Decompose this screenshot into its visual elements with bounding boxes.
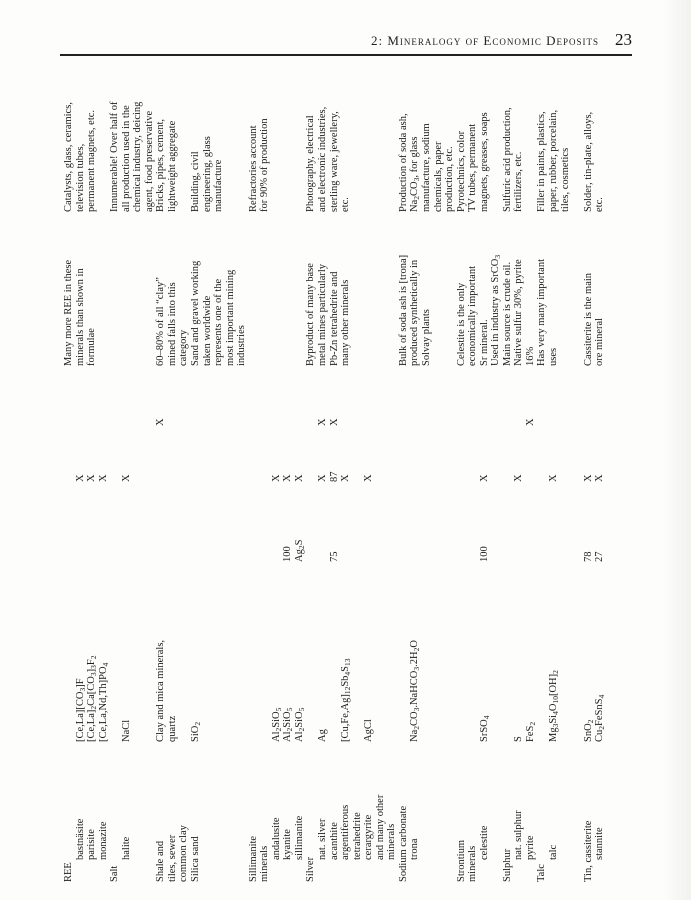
- uses-cell: Building, civil: [190, 151, 202, 212]
- flag-cell-1: X: [582, 474, 594, 482]
- table-row: [178, 62, 190, 884]
- table-row: [456, 62, 468, 884]
- table-row: [352, 62, 364, 884]
- mineral-name-cell: tetrahedrite: [351, 812, 363, 860]
- uses-cell: Solder, tin-plate, alloys,: [582, 111, 594, 212]
- table-row: [317, 62, 329, 884]
- remarks-cell: Sr mineral.: [478, 319, 490, 366]
- uses-cell: etc.: [340, 197, 352, 212]
- mineral-name-cell: nat. sulphur: [513, 810, 525, 860]
- table-row: [202, 62, 214, 884]
- table-row: [398, 62, 410, 884]
- formula-cell: $Al_2SiO_5$: [293, 707, 306, 742]
- mineral-name-cell: sillimanite: [293, 815, 305, 860]
- mineral-name-cell: minerals: [259, 845, 271, 882]
- table-row: [433, 62, 445, 884]
- uses-cell: television tubes,: [74, 143, 86, 212]
- remarks-cell: mined falls into this: [166, 282, 178, 366]
- flag-cell-1: X: [340, 474, 352, 482]
- table-row: [409, 62, 421, 884]
- remarks-cell: Main source is crude oil.: [501, 261, 513, 366]
- remarks-cell: Sand and gravel working: [190, 260, 202, 366]
- remarks-cell: represents one of the: [213, 278, 225, 366]
- flag-cell-1: X: [86, 474, 98, 482]
- table-row: [329, 62, 341, 884]
- flag-cell-1: X: [594, 474, 606, 482]
- mineral-name-cell: Silver: [305, 856, 317, 882]
- mineral-name-cell: celestite: [478, 825, 490, 860]
- uses-cell: Production of soda ash,: [397, 113, 409, 212]
- flag-cell-1: X: [120, 474, 132, 482]
- mineral-name-cell: Sulphur: [501, 848, 513, 882]
- table-row: [421, 62, 433, 884]
- formula-cell: S: [513, 736, 525, 742]
- uses-cell: sterling ware, jewellery,: [328, 111, 340, 212]
- mineral-name-cell: minerals: [386, 823, 398, 860]
- mineral-name-cell: cerargyrite: [363, 814, 375, 860]
- table-row: [583, 62, 595, 884]
- remarks-cell: most important mining: [224, 269, 236, 366]
- header-rule: [60, 54, 632, 56]
- table-row: [490, 62, 502, 884]
- table-row: [548, 62, 560, 884]
- mineral-name-cell: minerals: [467, 845, 479, 882]
- remarks-cell: Pb-Zn tetrahedrite and: [328, 271, 340, 366]
- mineral-name-cell: kyanite: [282, 829, 294, 860]
- flag-cell-2: X: [328, 418, 340, 426]
- uses-cell: Sulfuric acid production,: [501, 107, 513, 212]
- remarks-cell: ore mineral: [594, 317, 606, 366]
- remarks-cell: 16%: [524, 346, 536, 366]
- table-row: [271, 62, 283, 884]
- value-cell: 78: [582, 551, 594, 562]
- mineral-name-cell: trona: [409, 838, 421, 860]
- uses-cell: for 90% of production: [259, 118, 271, 212]
- value-cell: 100: [478, 546, 490, 562]
- formula-cell: $Al_2SiO_5$: [282, 707, 295, 742]
- remarks-cell: category: [178, 329, 190, 366]
- table-row: [513, 62, 525, 884]
- remarks-cell: produced synthetically in: [409, 259, 421, 366]
- flag-cell-1: X: [363, 474, 375, 482]
- table-row: [190, 62, 202, 884]
- remarks-cell: uses: [547, 347, 559, 366]
- mineral-name-cell: Tin, cassiterite: [582, 820, 594, 882]
- formula-cell: NaCl: [120, 719, 132, 742]
- uses-cell: Refractories account: [247, 125, 259, 212]
- flag-cell-2: X: [155, 418, 167, 426]
- table-row: [560, 62, 572, 884]
- mineral-name-cell: Sodium carbonate: [397, 805, 409, 882]
- formula-cell: Ag: [317, 729, 329, 742]
- formula-cell: AgCl: [363, 719, 375, 742]
- formula-cell: Clay and mica minerals,: [155, 639, 167, 742]
- uses-cell: Bricks, pipes, cement,: [155, 118, 167, 212]
- formula-cell: SiO$_2$: [190, 721, 203, 742]
- flag-cell-1: X: [97, 474, 109, 482]
- uses-cell: lightweight aggregate: [166, 120, 178, 212]
- formula-cell: quartz: [166, 715, 178, 742]
- rotated-mineral-table: [57, 62, 635, 884]
- mineral-name-cell: andalusite: [270, 817, 282, 860]
- mineral-name-cell: monazite: [97, 821, 109, 860]
- uses-cell: all production used in the: [120, 105, 132, 212]
- table-row: [386, 62, 398, 884]
- uses-cell: Innumerable! Over half of: [109, 101, 121, 212]
- value-cell: 100: [282, 546, 294, 562]
- value-cell: 27: [594, 551, 606, 562]
- remarks-cell: Has very many important: [536, 258, 548, 366]
- table-row: [155, 62, 167, 884]
- uses-cell: agent, food preservative: [143, 110, 155, 212]
- remarks-cell: Solvay plants: [420, 309, 432, 366]
- mineral-name-cell: talc: [547, 844, 559, 860]
- uses-cell: engineering, glass: [201, 136, 213, 212]
- remarks-cell: Used in industry as SrCO$_3$: [490, 254, 503, 366]
- table-row: [294, 62, 306, 884]
- remarks-cell: metal mines particularly: [317, 263, 329, 366]
- uses-cell: fertilizers, etc.: [513, 151, 525, 212]
- table-row: [467, 62, 479, 884]
- table-row: [363, 62, 375, 884]
- table-row: [502, 62, 514, 884]
- mineral-name-cell: common clay: [178, 825, 190, 882]
- formula-cell: $[Cu,Fe,Ag]_{12}Sb_4S_{13}$: [340, 658, 353, 742]
- uses-cell: manufacture: [213, 159, 225, 212]
- remarks-cell: Celestite is the only: [455, 282, 467, 366]
- flag-cell-1: X: [547, 474, 559, 482]
- formula-cell: SnO$_2$: [582, 719, 595, 742]
- table-row: [144, 62, 156, 884]
- table-row: [375, 62, 387, 884]
- mineral-name-cell: Silica sand: [190, 836, 202, 882]
- remarks-cell: Bulk of soda ash is [trona]: [397, 254, 409, 366]
- uses-cell: production, etc.: [444, 146, 456, 212]
- uses-cell: chemicals, paper: [432, 141, 444, 212]
- remarks-cell: Native sulfur 30%, pyrite: [513, 259, 525, 366]
- formula-cell: $Cu_2FeSnS_4$: [594, 694, 607, 742]
- table-row: [259, 62, 271, 884]
- uses-cell: manufacture, sodium: [420, 123, 432, 212]
- value-cell: $Ag_2S$: [293, 539, 306, 562]
- table-row: [536, 62, 548, 884]
- flag-cell-1: X: [317, 474, 329, 482]
- formula-cell: $Na_2CO_3.NaHCO_3.2H_2O$: [409, 640, 422, 742]
- table-row: [98, 62, 110, 884]
- table-row: [248, 62, 260, 884]
- uses-cell: permanent magnets, etc.: [86, 109, 98, 212]
- remarks-cell: formulae: [86, 328, 98, 366]
- uses-cell: TV tubes, permanent: [467, 123, 479, 212]
- mineral-name-cell: Talc: [536, 864, 548, 882]
- table-row: [225, 62, 237, 884]
- table-row: [121, 62, 133, 884]
- remarks-cell: minerals than shown in: [74, 268, 86, 366]
- mineral-name-cell: Salt: [109, 865, 121, 882]
- remarks-cell: 60–80% of all “clay”: [155, 277, 167, 366]
- flag-cell-1: X: [282, 474, 294, 482]
- mineral-name-cell: parisite: [86, 829, 98, 860]
- flag-cell-1: X: [513, 474, 525, 482]
- remarks-cell: economically important: [467, 265, 479, 366]
- formula-cell: $[Ce,La,Nd,Th]PO_4$: [97, 662, 110, 742]
- table-row: [63, 62, 75, 884]
- mineral-name-cell: and many other: [374, 794, 386, 860]
- formula-cell: SrSO$_4$: [478, 715, 491, 742]
- running-title: 2: Mineralogy of Economic Deposits: [370, 33, 599, 48]
- remarks-cell: Many more REE in these: [63, 259, 74, 366]
- uses-cell: paper, rubber, porcelain,: [547, 109, 559, 212]
- remarks-cell: Byproduct of many base: [305, 263, 317, 366]
- mineral-name-cell: pyrite: [524, 835, 536, 860]
- uses-cell: Filler in paints, plastics,: [536, 111, 548, 212]
- table-row: [594, 62, 606, 884]
- mineral-name-cell: nat. silver: [317, 818, 329, 860]
- flag-cell-2: X: [317, 418, 329, 426]
- mineral-name-cell: stannite: [594, 827, 606, 860]
- table-row: [86, 62, 98, 884]
- formula-cell: $[Ce,La][CO_3]F$: [74, 678, 87, 742]
- flag-cell-1: X: [478, 474, 490, 482]
- table-row: [167, 62, 179, 884]
- remarks-cell: industries: [236, 325, 248, 366]
- table-row: [444, 62, 456, 884]
- flag-cell-1: X: [293, 474, 305, 482]
- mineral-name-cell: argentiferous: [340, 804, 352, 860]
- mineral-name-cell: Shale and: [155, 840, 167, 882]
- table-row: [282, 62, 294, 884]
- mineral-name-cell: acanthite: [328, 822, 340, 860]
- uses-cell: tiles, cosmetics: [559, 147, 571, 212]
- value-cell: 75: [328, 551, 340, 562]
- table-row: [213, 62, 225, 884]
- table-row: [571, 62, 583, 884]
- table-row: [525, 62, 537, 884]
- remarks-cell: many other minerals: [340, 279, 352, 366]
- flag-cell-1: X: [270, 474, 282, 482]
- table-row: [132, 62, 144, 884]
- uses-cell: $Na_2CO_3$, for glass: [409, 136, 422, 212]
- uses-cell: chemical industry, deicing: [132, 101, 144, 212]
- formula-cell: $[Ce,La]_2Ca[CO_3]_3F_2$: [86, 655, 99, 742]
- table-row: [236, 62, 248, 884]
- table-row: [340, 62, 352, 884]
- mineral-name-cell: tiles, sewer: [166, 834, 178, 882]
- table-row: [305, 62, 317, 884]
- flag-cell-2: X: [524, 418, 536, 426]
- mineral-name-cell: Sillimanite: [247, 835, 259, 882]
- formula-cell: FeS$_2$: [524, 721, 537, 742]
- uses-cell: and electronic industries,: [317, 106, 329, 212]
- uses-cell: etc.: [594, 197, 606, 212]
- page-number: 23: [615, 30, 632, 49]
- uses-cell: Pyrotechnics, color: [455, 130, 467, 212]
- mineral-name-cell: Strontium: [455, 839, 467, 882]
- mineral-name-cell: bastnäsite: [74, 818, 86, 860]
- flag-cell-1: 87: [328, 471, 340, 482]
- flag-cell-1: X: [74, 474, 86, 482]
- formula-cell: $Al_2SiO_5$: [270, 707, 283, 742]
- table-row: [479, 62, 491, 884]
- remarks-cell: Cassiterite is the main: [582, 272, 594, 366]
- uses-cell: Catalysts, glass, ceramics,: [63, 102, 74, 212]
- remarks-cell: taken worldwide: [201, 295, 213, 366]
- formula-cell: $Mg_3Si_4O_{10}[OH]_2$: [547, 670, 560, 742]
- table-row: [75, 62, 87, 884]
- page-header: [371, 30, 632, 50]
- mineral-name-cell: REE: [63, 862, 74, 882]
- mineral-name-cell: halite: [120, 836, 132, 860]
- table-row: [109, 62, 121, 884]
- uses-cell: Photography, electrical: [305, 115, 317, 212]
- uses-cell: magnets, greases, soaps: [478, 112, 490, 212]
